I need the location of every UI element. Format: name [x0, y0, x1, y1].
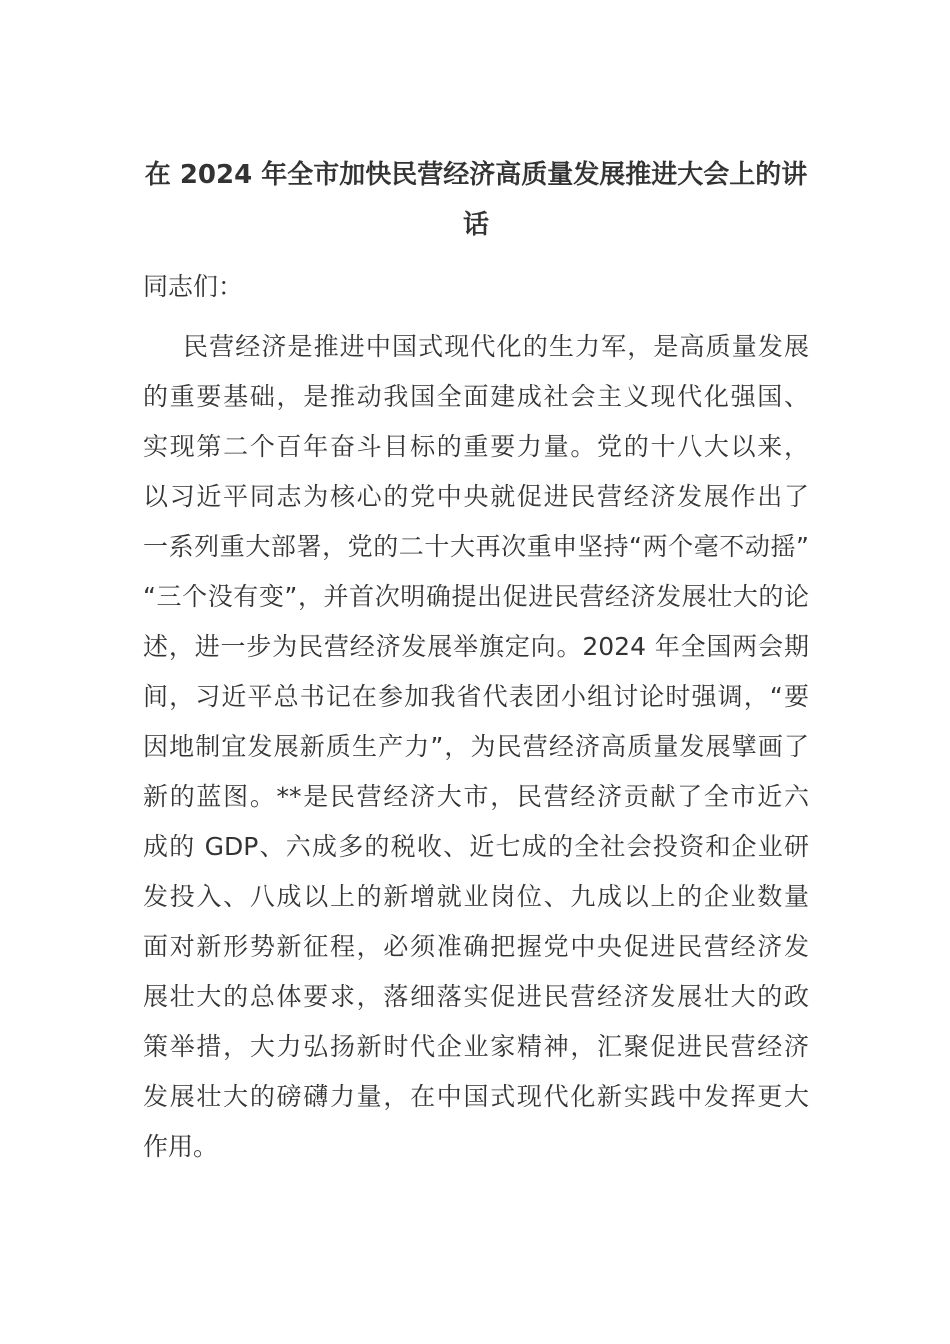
- paragraph-line: 以习近平同志为核心的党中央就促进民营经济发展作出了: [143, 482, 809, 511]
- paragraph-line: 面对新形势新征程，必须准确把握党中央促进民营经济发: [143, 932, 809, 961]
- paragraph-line: 新的蓝图。**是民营经济大市，民营经济贡献了全市近六: [143, 782, 809, 811]
- paragraph-line: 策举措，大力弘扬新时代企业家精神，汇聚促进民营经济: [143, 1032, 809, 1061]
- body-paragraph: [143, 322, 809, 1172]
- paragraph-line: “三个没有变”，并首次明确提出促进民营经济发展壮大的论: [143, 582, 809, 611]
- paragraph-line: 成的 GDP、六成多的税收、近七成的全社会投资和企业研: [143, 832, 809, 861]
- title-line-1: 在 2024 年全市加快民营经济高质量发展推进大会上的讲: [144, 160, 808, 190]
- paragraph-line: 间，习近平总书记在参加我省代表团小组讨论时强调，“要: [143, 682, 809, 711]
- paragraph-line: 实现第二个百年奋斗目标的重要力量。党的十八大以来，: [143, 432, 809, 461]
- paragraph-line: 一系列重大部署，党的二十大再次重申坚持“两个毫不动摇”: [143, 532, 809, 561]
- salutation: 同志们：: [143, 272, 244, 301]
- paragraph-line: 因地制宜发展新质生产力”，为民营经济高质量发展擘画了: [143, 732, 809, 761]
- paragraph-line: 述，进一步为民营经济发展举旗定向。2024 年全国两会期: [143, 632, 809, 661]
- paragraph-line: 发投入、八成以上的新增就业岗位、九成以上的企业数量: [143, 882, 809, 911]
- paragraph-line: 的重要基础，是推动我国全面建成社会主义现代化强国、: [143, 382, 809, 411]
- title-line-2: 话: [462, 210, 489, 240]
- paragraph-line: 发展壮大的磅礴力量，在中国式现代化新实践中发挥更大: [143, 1082, 809, 1111]
- document-title: [143, 150, 809, 250]
- paragraph-line: 作用。: [143, 1132, 219, 1161]
- paragraph-line: 民营经济是推进中国式现代化的生力军，是高质量发展: [183, 332, 809, 361]
- paragraph-line: 展壮大的总体要求，落细落实促进民营经济发展壮大的政: [143, 982, 809, 1011]
